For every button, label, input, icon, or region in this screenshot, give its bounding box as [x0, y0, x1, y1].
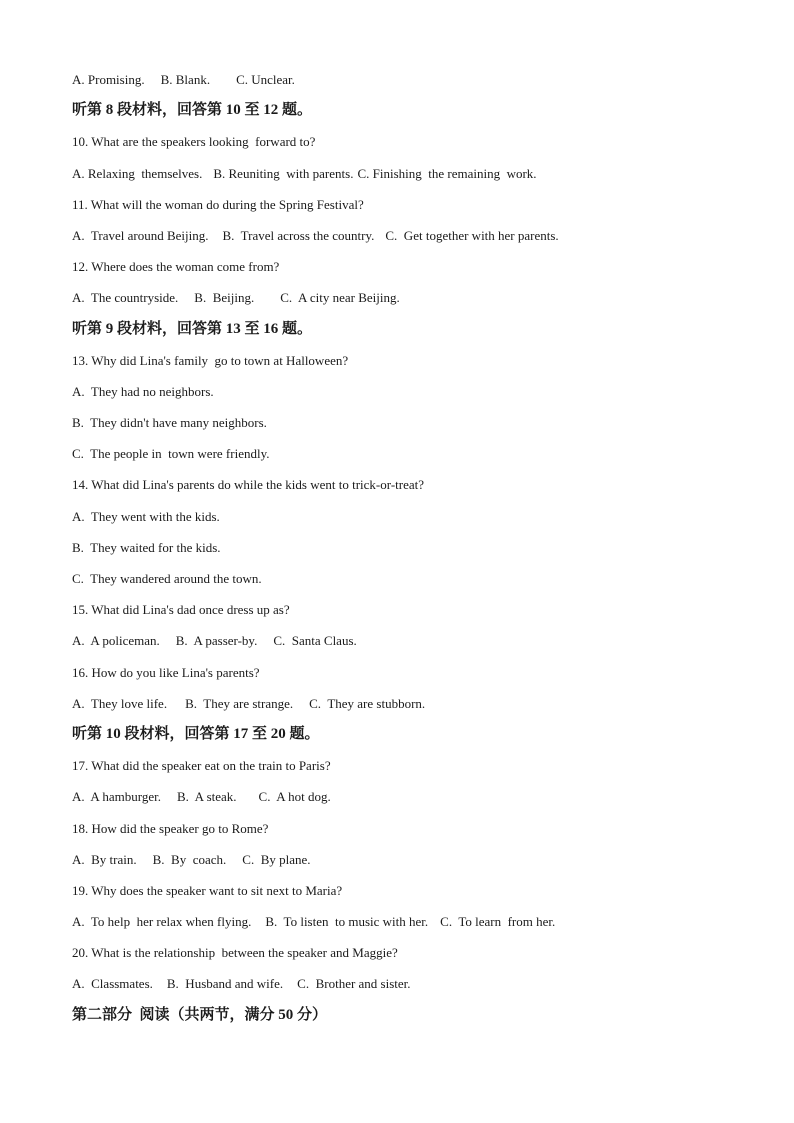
answer-option: C. A hot dog. — [258, 789, 331, 805]
answer-options-row — [72, 158, 752, 189]
answer-option: C. Unclear. — [236, 72, 295, 87]
question-text: 15. What did Lina's dad once dress up as? — [72, 602, 290, 618]
answer-option: B. A steak. — [176, 789, 237, 805]
answer-option: A. They went with the kids. — [72, 508, 220, 524]
answer-option: C. Finishing the remaining work. — [357, 165, 537, 181]
question-text: 10. What are the speakers looking forward to? — [72, 134, 316, 150]
exam-page — [72, 64, 752, 1031]
answer-option: A. The countryside. — [72, 290, 179, 306]
answer-option: B. Husband and wife. — [166, 976, 284, 992]
answer-option: A. A policeman. — [72, 633, 160, 649]
answer-options-row — [72, 906, 752, 937]
answer-options-row — [72, 64, 752, 95]
answer-option: C. Brother and sister. — [297, 976, 411, 992]
question-text: 18. How did the speaker go to Rome? — [72, 820, 269, 836]
answer-options-row — [72, 781, 752, 812]
section-heading: 听第 10 段材料，回答第 17 至 20 题。 — [72, 725, 320, 742]
answer-option: A. Classmates. — [72, 976, 153, 992]
answer-option: C. A city near Beijing. — [280, 290, 400, 306]
question-text: 13. Why did Lina's family go to town at Halloween? — [72, 352, 349, 368]
question-text: 17. What did the speaker eat on the train to Paris? — [72, 758, 331, 774]
answer-option: B. By coach. — [152, 851, 227, 867]
answer-option: C. The people in town were friendly. — [72, 446, 270, 462]
answer-options-row — [72, 625, 752, 656]
answer-option: B. Blank. — [160, 72, 211, 87]
answer-option: A. They had no neighbors. — [72, 383, 214, 399]
answer-option: A. By train. — [72, 851, 137, 867]
answer-option: B. They waited for the kids. — [72, 539, 221, 555]
answer-option: B. A passer-by. — [175, 633, 258, 649]
answer-option: B. Reuniting with parents. — [213, 165, 354, 181]
answer-option: B. Beijing. — [194, 290, 255, 306]
answer-option: B. Travel across the country. — [222, 227, 375, 243]
answer-options-row — [72, 282, 752, 313]
question-text: 16. How do you like Lina's parents? — [72, 664, 260, 680]
answer-option: B. They didn't have many neighbors. — [72, 415, 267, 431]
answer-options-row — [72, 968, 752, 999]
question-text: 19. Why does the speaker want to sit next to Maria? — [72, 882, 343, 898]
answer-options-row — [72, 220, 752, 251]
answer-option: A. To help her relax when flying. — [72, 914, 252, 930]
answer-option: A. They love life. — [72, 695, 168, 711]
section-heading: 听第 9 段材料，回答第 13 至 16 题。 — [72, 320, 313, 337]
answer-option: C. They are stubborn. — [309, 695, 426, 711]
question-text: 14. What did Lina's parents do while the kids went to trick-or-treat? — [72, 477, 425, 493]
section-heading: 第二部分 阅读（共两节，满分 50 分） — [72, 1006, 328, 1023]
answer-option: C. Get together with her parents. — [385, 227, 559, 243]
answer-options-row — [72, 844, 752, 875]
answer-option: B. They are strange. — [185, 695, 294, 711]
answer-option: A. A hamburger. — [72, 789, 161, 805]
question-text: 11. What will the woman do during the Spring Festival? — [72, 196, 364, 212]
question-text: 20. What is the relationship between the speaker and Maggie? — [72, 945, 398, 961]
answer-option: A. Travel around Beijing. — [72, 227, 209, 243]
answer-option: C. To learn from her. — [440, 914, 556, 930]
answer-option: B. To listen to music with her. — [265, 914, 429, 930]
section-heading: 听第 8 段材料，回答第 10 至 12 题。 — [72, 102, 313, 119]
answer-option: A. Promising. — [72, 72, 145, 87]
answer-option: C. Santa Claus. — [273, 633, 357, 649]
question-text: 12. Where does the woman come from? — [72, 259, 280, 275]
answer-option: A. Relaxing themselves. — [72, 165, 203, 181]
answer-option: C. They wandered around the town. — [72, 571, 262, 586]
answer-options-row — [72, 688, 752, 719]
answer-option: C. By plane. — [242, 851, 311, 867]
